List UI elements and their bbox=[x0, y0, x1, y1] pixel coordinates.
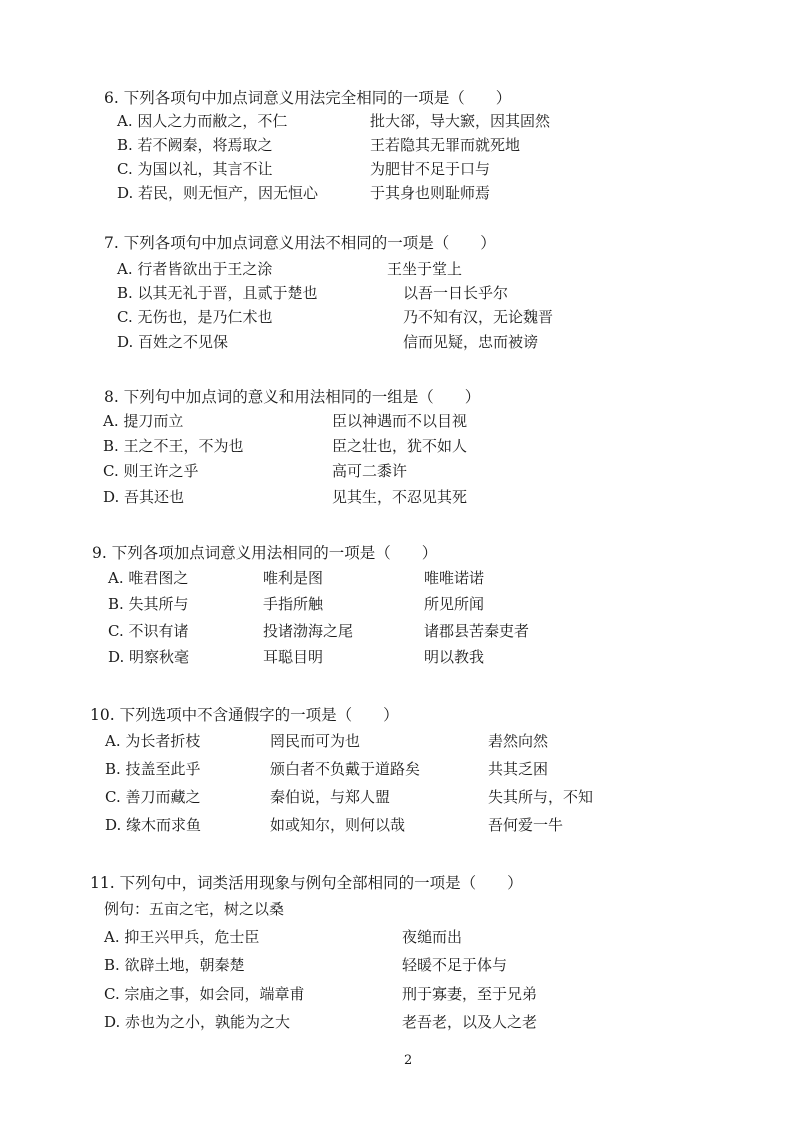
option-row bbox=[0, 331, 794, 355]
question-stem: 6. 下列各项句中加点词意义用法完全相同的一项是（ ） bbox=[104, 89, 512, 107]
option-col-2: 耳聪目明 bbox=[263, 648, 324, 666]
option-right: 臣以神遇而不以目视 bbox=[332, 412, 468, 430]
option-row bbox=[0, 954, 794, 978]
option-left: A. 行者皆欲出于王之涂 bbox=[117, 260, 273, 278]
question-stem: 10. 下列选项中不含通假字的一项是（ ） bbox=[90, 706, 399, 724]
option-col-2: 颁白者不负戴于道路矣 bbox=[270, 760, 421, 778]
option-row bbox=[0, 646, 794, 670]
option-row bbox=[0, 926, 794, 950]
option-right: 臣之壮也，犹不如人 bbox=[332, 437, 468, 455]
option-row bbox=[0, 258, 794, 282]
option-left: D. 赤也为之小，孰能为之大 bbox=[104, 1013, 291, 1031]
option-col-1: B. 技盖至此乎 bbox=[105, 760, 201, 778]
option-left: B. 若不阙秦，将焉取之 bbox=[117, 136, 273, 154]
option-row bbox=[0, 134, 794, 158]
option-left: A. 提刀而立 bbox=[103, 412, 184, 430]
option-col-1: B. 失其所与 bbox=[108, 595, 189, 613]
option-row bbox=[0, 460, 794, 484]
option-right: 以吾一日长乎尔 bbox=[403, 284, 509, 302]
option-left: C. 则王许之乎 bbox=[103, 462, 199, 480]
option-row bbox=[0, 282, 794, 306]
option-col-2: 秦伯说，与郑人盟 bbox=[270, 788, 391, 806]
option-row bbox=[0, 983, 794, 1007]
option-right: 见其生，不忍见其死 bbox=[332, 488, 468, 506]
option-col-3: 共其乏困 bbox=[488, 760, 549, 778]
option-left: B. 以其无礼于晋，且贰于楚也 bbox=[117, 284, 318, 302]
option-right: 轻暖不足于体与 bbox=[402, 956, 508, 974]
option-col-1: A. 唯君图之 bbox=[108, 569, 189, 587]
option-row bbox=[0, 182, 794, 206]
option-left: A. 因人之力而敝之，不仁 bbox=[117, 112, 288, 130]
page-number: 2 bbox=[404, 1053, 413, 1068]
option-row bbox=[0, 486, 794, 510]
question-stem: 11. 下列句中，词类活用现象与例句全部相同的一项是（ ） bbox=[90, 874, 523, 892]
option-right: 乃不知有汉，无论魏晋 bbox=[403, 308, 554, 326]
option-left: D. 吾其还也 bbox=[103, 488, 185, 506]
option-left: C. 为国以礼，其言不让 bbox=[117, 160, 273, 178]
option-col-2: 如或知尔，则何以哉 bbox=[270, 816, 406, 834]
option-row bbox=[0, 306, 794, 330]
option-left: B. 欲辟土地，朝秦楚 bbox=[104, 956, 245, 974]
option-left: B. 王之不王，不为也 bbox=[103, 437, 244, 455]
option-col-1: A. 为长者折枝 bbox=[105, 732, 201, 750]
example-sentence: 例句：五亩之宅，树之以桑 bbox=[104, 900, 285, 918]
option-row bbox=[0, 435, 794, 459]
option-col-2: 唯利是图 bbox=[263, 569, 324, 587]
option-row bbox=[0, 786, 794, 810]
option-right: 于其身也则耻师焉 bbox=[370, 184, 491, 202]
option-row bbox=[0, 110, 794, 134]
option-right: 王若隐其无罪而就死地 bbox=[370, 136, 521, 154]
option-col-3: 明以教我 bbox=[424, 648, 485, 666]
option-row bbox=[0, 567, 794, 591]
question-stem: 8. 下列句中加点词的意义和用法相同的一组是（ ） bbox=[104, 388, 481, 406]
option-col-1: C. 不识有诸 bbox=[108, 622, 189, 640]
option-right: 刑于寡妻，至于兄弟 bbox=[402, 985, 538, 1003]
option-left: C. 无伤也，是乃仁术也 bbox=[117, 308, 273, 326]
option-col-1: D. 明察秋毫 bbox=[108, 648, 190, 666]
option-right: 王坐于堂上 bbox=[387, 260, 463, 278]
option-right: 高可二黍许 bbox=[332, 462, 408, 480]
option-col-3: 所见所闻 bbox=[424, 595, 485, 613]
option-col-2: 手指所触 bbox=[263, 595, 324, 613]
option-right: 信而见疑，忠而被谤 bbox=[403, 333, 539, 351]
option-col-2: 罔民而可为也 bbox=[270, 732, 361, 750]
option-col-2: 投诸渤海之尾 bbox=[263, 622, 354, 640]
option-row bbox=[0, 620, 794, 644]
option-left: C. 宗庙之事，如会同，端章甫 bbox=[104, 985, 305, 1003]
option-right: 批大郤，导大窾，因其固然 bbox=[370, 112, 551, 130]
option-right: 老吾老，以及人之老 bbox=[402, 1013, 538, 1031]
option-left: D. 百姓之不见保 bbox=[117, 333, 229, 351]
option-col-3: 诸郡县苦秦吏者 bbox=[424, 622, 530, 640]
option-row bbox=[0, 730, 794, 754]
option-col-3: 失其所与，不知 bbox=[488, 788, 594, 806]
option-row bbox=[0, 758, 794, 782]
option-col-1: D. 缘木而求鱼 bbox=[105, 816, 202, 834]
option-row bbox=[0, 1011, 794, 1035]
option-row bbox=[0, 410, 794, 434]
option-col-3: 唯唯诺诺 bbox=[424, 569, 485, 587]
question-stem: 7. 下列各项句中加点词意义用法不相同的一项是（ ） bbox=[104, 234, 496, 252]
option-left: D. 若民，则无恒产，因无恒心 bbox=[117, 184, 319, 202]
option-left: A. 抑王兴甲兵，危士臣 bbox=[104, 928, 260, 946]
option-row bbox=[0, 158, 794, 182]
option-row bbox=[0, 814, 794, 838]
option-right: 为肥甘不足于口与 bbox=[370, 160, 491, 178]
option-col-1: C. 善刀而藏之 bbox=[105, 788, 201, 806]
option-row bbox=[0, 593, 794, 617]
option-col-3: 吾何爱一牛 bbox=[488, 816, 564, 834]
option-right: 夜缒而出 bbox=[402, 928, 463, 946]
example-row bbox=[0, 898, 794, 922]
question-stem: 9. 下列各项加点词意义用法相同的一项是（ ） bbox=[92, 544, 438, 562]
option-col-3: 砉然向然 bbox=[488, 732, 549, 750]
